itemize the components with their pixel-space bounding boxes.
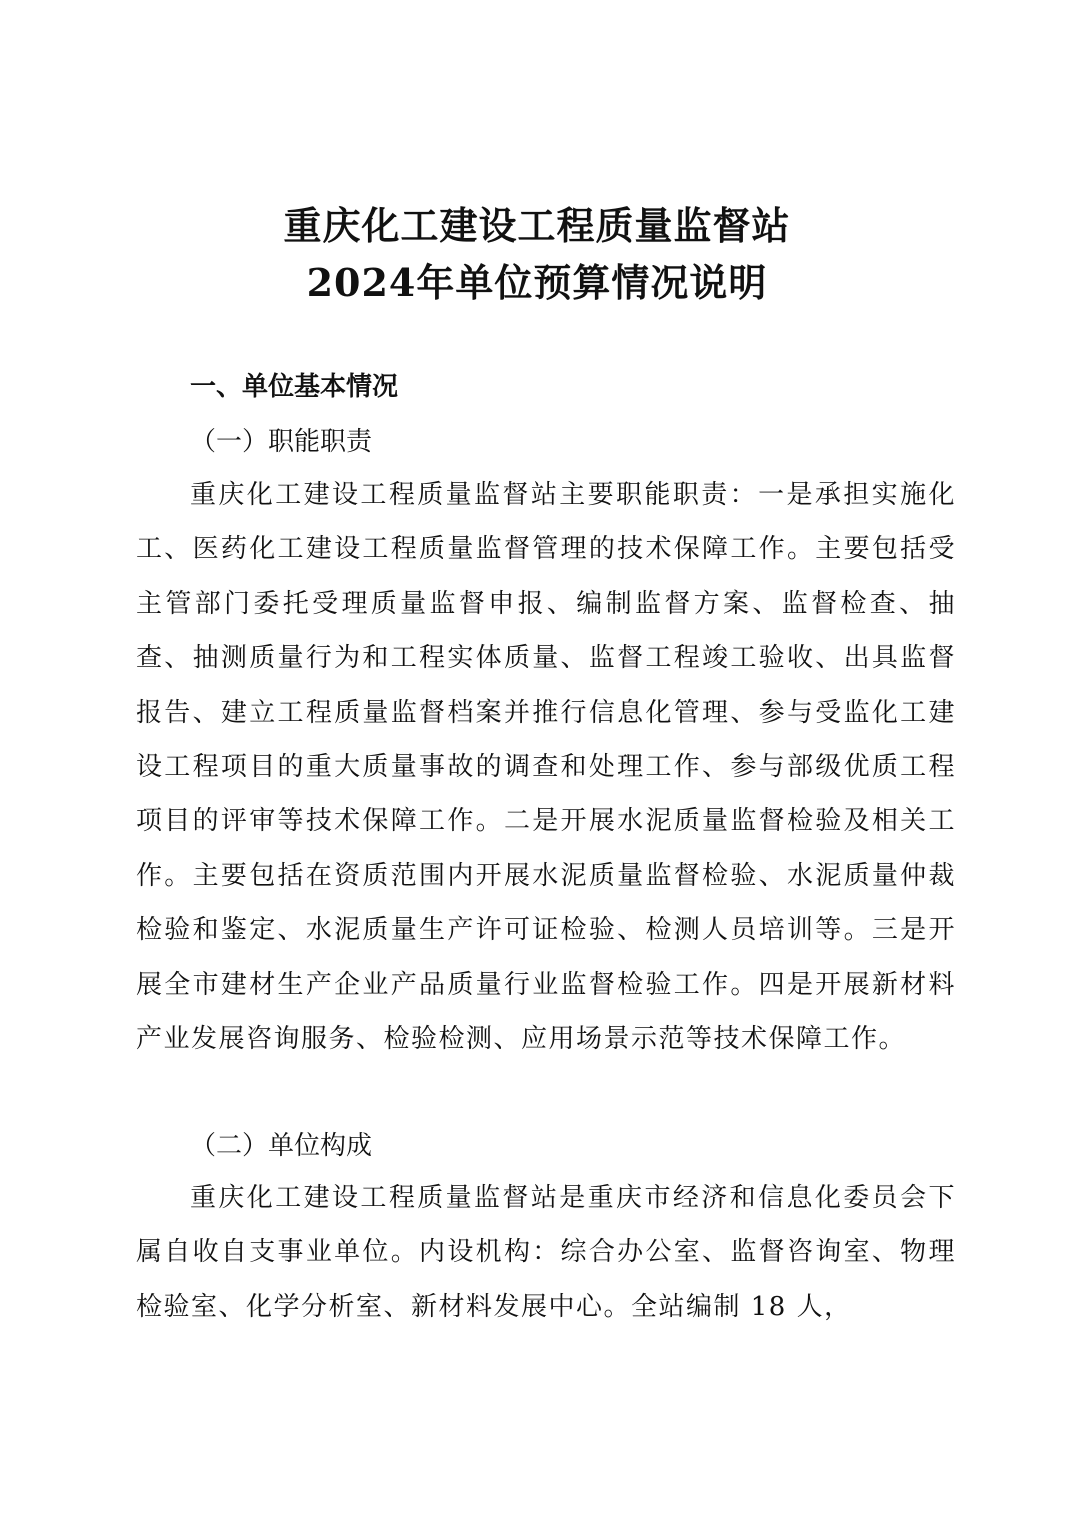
document-title-line1: 重庆化工建设工程质量监督站 xyxy=(283,203,791,248)
subsection-heading-functions: （一）职能职责 xyxy=(190,427,373,457)
document-title-line2: 2024年单位预算情况说明 xyxy=(306,260,768,305)
paragraph-composition: 重庆化工建设工程质量监督站是重庆市经济和信息化委员会下属自收自支事业单位。内设机构：综合办公室、监督咨询室、物理检验室、化学分析室、新材料发展中心。全站编制 18 人， xyxy=(136,1183,956,1322)
paragraph-functions: 重庆化工建设工程质量监督站主要职能职责：一是承担实施化工、医药化工建设工程质量监督管理的技术保障工作。主要包括受主管部门委托受理质量监督申报、编制监督方案、监督检查、抽查、抽测质量行为和工程实体质量、监督工程竣工验收、出具监督报告、建立工程质量监督档案并推行信息化管理、参与受监化工建设工程项目的重大质量事故的调查和处理工作、参与部级优质工程项目的评审等技术保障工作。二是开展水泥质量监督检验及相关工作。主要包括在资质范围内开展水泥质量监督检验、水泥质量仲裁检验和鉴定、水泥质量生产许可证检验、检测人员培训等。三是开展全市建材生产企业产品质量行业监督检验工作。四是开展新材料产业发展咨询服务、检验检测、应用场景示范等技术保障工作。 xyxy=(136,480,956,1055)
section-heading-basic-info: 一、单位基本情况 xyxy=(190,372,399,402)
subsection-heading-composition: （二）单位构成 xyxy=(190,1131,373,1161)
